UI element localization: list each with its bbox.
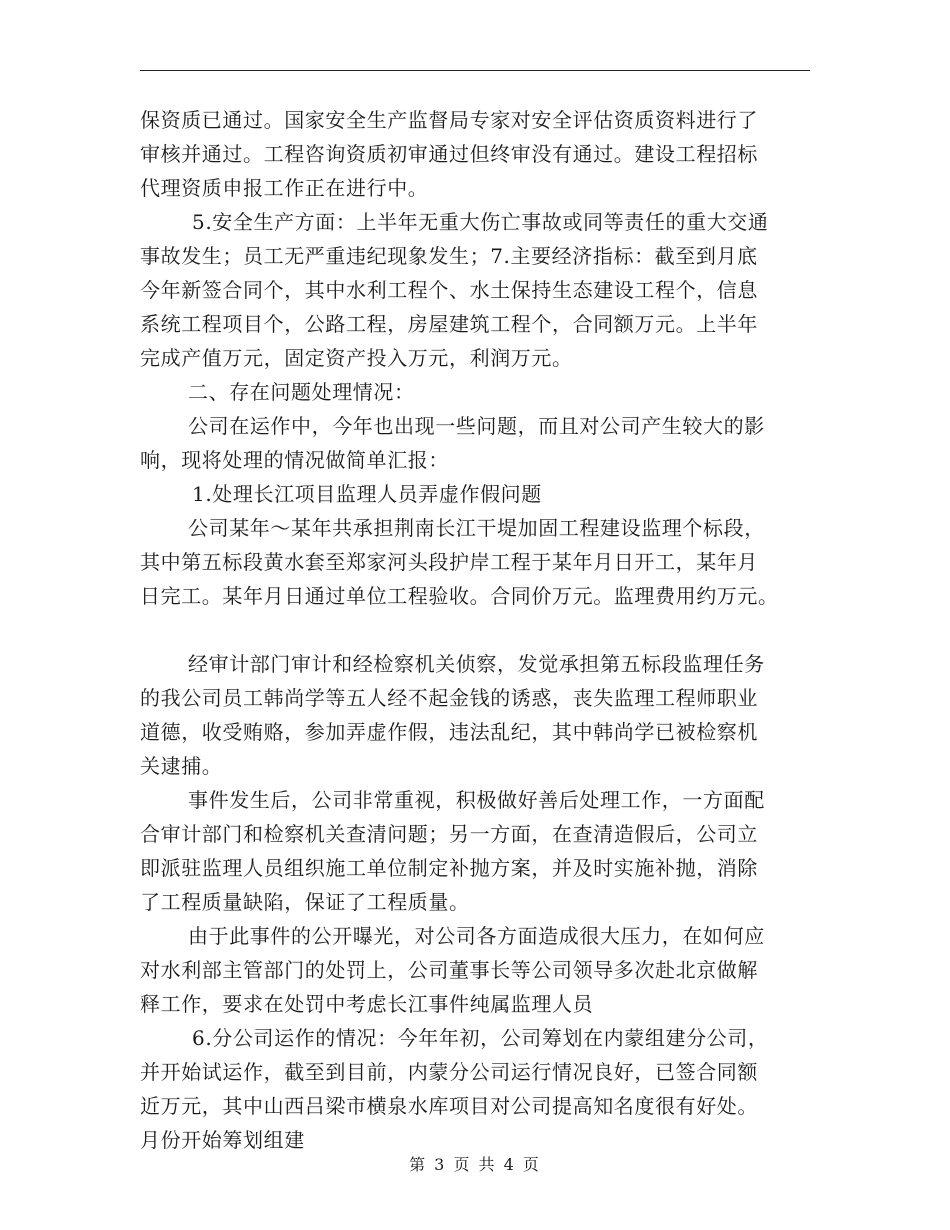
page-footer: 第 3 页 共 4 页 — [409, 1155, 541, 1174]
subsection-heading: 1.处理长江项目监理人员弄虚作假问题 — [192, 482, 542, 506]
header-rule — [140, 70, 810, 71]
body-line: 日完工。某年月日通过单位工程验收。合同价万元。监理费用约万元。 — [140, 584, 779, 608]
body-line: 事件发生后，公司非常重视，积极做好善后处理工作，一方面配 — [188, 788, 765, 812]
body-line: 由于此事件的公开曝光，对公司各方面造成很大压力，在如何应 — [188, 924, 765, 948]
body-line: 完成产值万元，固定资产投入万元，利润万元。 — [140, 346, 573, 370]
body-line: 事故发生；员工无严重违纪现象发生；7.主要经济指标：截至到月底 — [140, 244, 758, 268]
body-line: 保资质已通过。国家安全生产监督局专家对安全评估资质资料进行了 — [140, 108, 758, 132]
body-line: 公司在运作中，今年也出现一些问题，而且对公司产生较大的影 — [188, 414, 765, 438]
body-line: 月份开始筹划组建 — [140, 1128, 305, 1152]
body-line: 的我公司员工韩尚学等五人经不起金钱的诱惑，丧失监理工程师职业 — [140, 686, 758, 710]
section-heading: 二、存在问题处理情况： — [188, 380, 415, 404]
paragraph-gap — [140, 613, 820, 647]
body-line: 其中第五标段黄水套至郑家河头段护岸工程于某年月日开工，某年月 — [140, 550, 758, 574]
body-line: 近万元，其中山西吕梁市横泉水库项目对公司提高知名度很有好处。 — [140, 1094, 758, 1118]
body-line: 6.分公司运作的情况：今年年初，公司筹划在内蒙组建分公司， — [192, 1026, 769, 1050]
body-line: 5.安全生产方面：上半年无重大伤亡事故或同等责任的重大交通 — [192, 210, 769, 234]
body-line: 代理资质申报工作正在进行中。 — [140, 176, 429, 200]
document-body — [140, 103, 820, 1157]
body-line: 即派驻监理人员组织施工单位制定补抛方案，并及时实施补抛，消除 — [140, 856, 758, 880]
body-line: 经审计部门审计和经检察机关侦察，发觉承担第五标段监理任务 — [188, 652, 765, 676]
body-line: 道德，收受贿赂，参加弄虚作假，违法乱纪，其中韩尚学已被检察机 — [140, 720, 758, 744]
body-line: 公司某年～某年共承担荆南长江干堤加固工程建设监理个标段， — [188, 516, 765, 540]
body-line: 响，现将处理的情况做简单汇报： — [140, 448, 449, 472]
body-line: 审核并通过。工程咨询资质初审通过但终审没有通过。建设工程招标 — [140, 142, 758, 166]
body-line: 今年新签合同个，其中水利工程个、水土保持生态建设工程个，信息 — [140, 278, 758, 302]
body-line: 了工程质量缺陷，保证了工程质量。 — [140, 890, 470, 914]
body-line: 释工作，要求在处罚中考虑长江事件纯属监理人员 — [140, 992, 594, 1016]
body-line: 合审计部门和检察机关查清问题；另一方面，在查清造假后，公司立 — [140, 822, 758, 846]
body-line: 关逮捕。 — [140, 754, 223, 778]
body-line: 并开始试运作，截至到目前，内蒙分公司运行情况良好，已签合同额 — [140, 1060, 758, 1084]
body-line: 系统工程项目个，公路工程，房屋建筑工程个，合同额万元。上半年 — [140, 312, 758, 336]
body-line: 对水利部主管部门的处罚上，公司董事长等公司领导多次赴北京做解 — [140, 958, 758, 982]
